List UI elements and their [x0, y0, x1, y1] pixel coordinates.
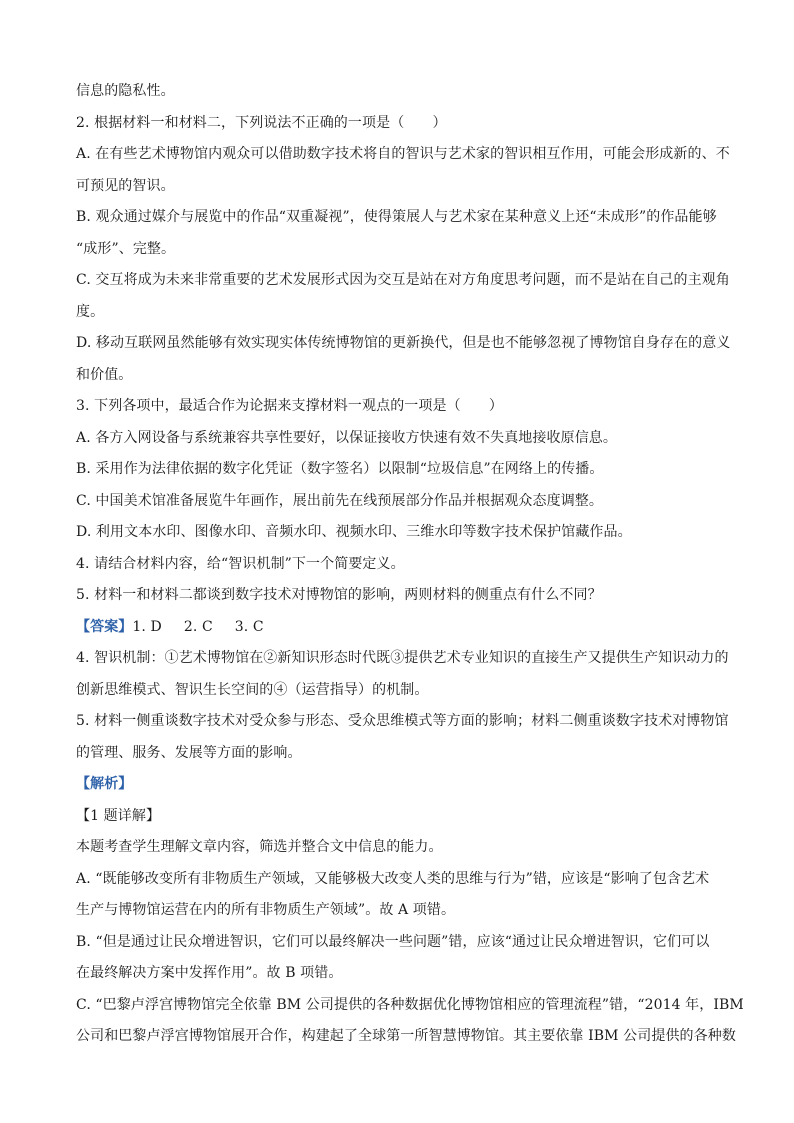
- answer-5-line-2: 的管理、服务、发展等方面的影响。: [76, 744, 302, 761]
- answer-item: 1. D: [132, 618, 162, 635]
- option-3b: B. 采用作为法律依据的数字化凭证（数字签名）以限制“垃圾信息”在网络上的传播。: [76, 461, 604, 477]
- answer-label: 【答案】: [76, 618, 133, 635]
- option-2d-line-1: D. 移动互联网虽然能够有效实现实体传统博物馆的更新换代，但是也不能够忽视了博物馆自身存在的意义: [76, 335, 731, 351]
- text-line: 信息的隐私性。: [76, 83, 175, 99]
- question-4-stem: 4. 请结合材料内容，给“智识机制”下一个简要定义。: [76, 555, 405, 572]
- analysis-line: A. “既能够改变所有非物质生产领域，又能够极大改变人类的思维与行为”错，应该是“影响了包含艺术: [76, 870, 710, 887]
- option-2d-line-2: 和价值。: [76, 366, 133, 383]
- option-2b-line-2: “成形”、完整。: [76, 240, 176, 257]
- question-2-stem: 2. 根据材料一和材料二，下列说法不正确的一项是（ ）: [76, 114, 447, 131]
- option-2c-line-1: C. 交互将成为未来非常重要的艺术发展形式因为交互是站在对方角度思考问题，而不是站在自己的主观角: [76, 272, 730, 288]
- option-3c: C. 中国美术馆准备展览牛年画作，展出前先在线预展部分作品并根据观众态度调整。: [76, 492, 604, 509]
- analysis-line: 生产与博物馆运营在内的所有非物质生产领域”。故 A 项错。: [76, 902, 456, 918]
- question-3-stem: 3. 下列各项中，最适合作为论据来支撑材料一观点的一项是（ ）: [76, 398, 504, 414]
- option-3a: A. 各方入网设备与系统兼容共享性要好，以保证接收方快速有效不失真地接收原信息。: [76, 429, 618, 446]
- option-3d: D. 利用文本水印、图像水印、音频水印、视频水印、三维水印等数字技术保护馆藏作品。: [76, 524, 632, 540]
- detail-label: 【1 题详解】: [76, 807, 161, 824]
- analysis-line: B. “但是通过让民众增进智识，它们可以最终解决一些问题”错，应该“通过让民众增进智识，它们可以: [76, 933, 710, 950]
- analysis-line: 在最终解决方案中发挥作用”。故 B 项错。: [76, 965, 343, 981]
- answer-item: 3. C: [234, 618, 264, 635]
- option-2b-line-1: B. 观众通过媒介与展览中的作品“双重凝视”，使得策展人与艺术家在某种意义上还“未成形”的作品能够: [76, 209, 717, 225]
- option-2a-line-2: 可预见的智识。: [76, 177, 175, 194]
- document-page: [76, 76, 744, 1053]
- option-2c-line-2: 度。: [76, 303, 105, 320]
- answer-4-line-1: 4. 智识机制：①艺术博物馆在②新知识形态时代既③提供艺术专业知识的直接生产又提供生产知识动力的: [76, 650, 729, 666]
- analysis-line: 本题考查学生理解文章内容，筛选并整合文中信息的能力。: [76, 839, 443, 855]
- option-2a-line-1: A. 在有些艺术博物馆内观众可以借助数字技术将自的智识与艺术家的智识相互作用，可能会形成新的、不: [76, 146, 730, 162]
- answer-4-line-2: 创新思维模式、智识生长空间的④（运营指导）的机制。: [76, 681, 429, 698]
- answer-item: 2. C: [183, 618, 213, 635]
- analysis-label: 【解析】: [76, 776, 133, 792]
- analysis-line: C. “巴黎卢浮宫博物馆完全依靠 BM 公司提供的各种数据优化博物馆相应的管理流程”错，“2014 年，IBM: [76, 996, 744, 1013]
- answer-line: [76, 612, 728, 644]
- answer-5-line-1: 5. 材料一侧重谈数字技术对受众参与形态、受众思维模式等方面的影响；材料二侧重谈数字技术对博物馆: [76, 713, 729, 729]
- question-5-stem: 5. 材料一和材料二都谈到数字技术对博物馆的影响，两则材料的侧重点有什么不同？: [76, 587, 602, 603]
- analysis-line: 公司和巴黎卢浮宫博物馆展开合作，构建起了全球第一所智慧博物馆。其主要依靠 IBM 公司提供的各种数: [76, 1028, 736, 1044]
